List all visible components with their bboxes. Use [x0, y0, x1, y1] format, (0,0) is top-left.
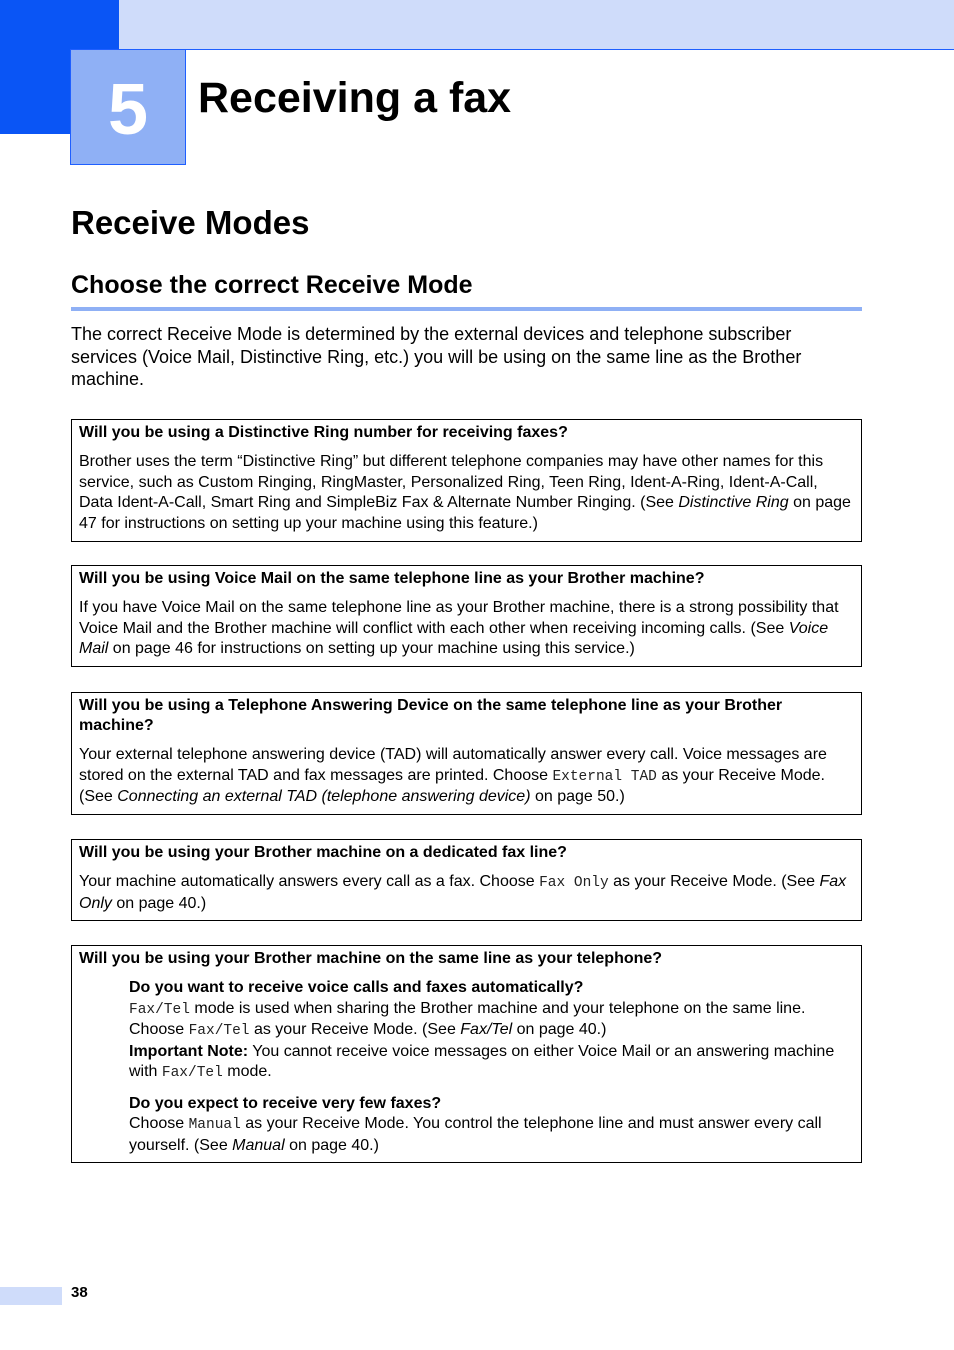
subsection-title: Choose the correct Receive Mode — [71, 271, 473, 299]
answer-text: on page 40.) — [111, 894, 207, 912]
answer-text: on page 40.) — [512, 1021, 607, 1038]
cross-reference: Manual — [232, 1136, 285, 1154]
receive-mode-name: Fax/Tel — [161, 1065, 223, 1081]
box-question: Will you be using a Distinctive Ring number for receiving faxes? — [79, 424, 568, 441]
sub-answer — [129, 1114, 853, 1156]
answer-text: Your external telephone answering device (TAD) will automatically answer every call. Voice messages are stored on the external TAD and fax messages are printed. Choose — [79, 746, 827, 784]
answer-text: Brother uses the term “Distinctive Ring” but different telephone companies may have other names for this service, such as Custom Ringing, RingMaster, Personalized Ring, Teen Ring, Ident-A-Ring, Ident-A-Call, Data Ident-A-Call, Smart Ring and SimpleBiz Fax & Alternate Number Ringing. (See — [79, 453, 824, 512]
box-question: Will you be using your Brother machine on the same line as your telephone? — [79, 950, 663, 967]
page-tab — [0, 1287, 62, 1305]
question-box-tad — [71, 692, 862, 815]
note-text: You cannot receive voice messages on either Voice Mail or an answering machine with — [129, 1042, 835, 1080]
receive-mode-name: External TAD — [552, 768, 657, 785]
note-text: mode. — [222, 1063, 272, 1080]
answer-text: Your machine automatically answers every call as a fax. Choose — [79, 873, 540, 890]
chapter-number: 5 — [107, 70, 149, 150]
question-box-distinctive-ring — [71, 419, 862, 542]
box-answer — [79, 452, 853, 535]
box-answer — [79, 745, 853, 808]
box-question: Will you be using your Brother machine on a dedicated fax line? — [79, 844, 567, 861]
answer-text: If you have Voice Mail on the same telephone line as your Brother machine, there is a strong possibility that Voice Mail and the Brother machine will conflict with each other when receiving incoming calls. (See — [79, 599, 839, 637]
important-note-label: Important Note: — [129, 1042, 249, 1060]
cross-reference: Distinctive Ring — [678, 494, 789, 512]
chapter-number-box — [70, 49, 186, 165]
answer-text: Choose — [129, 1115, 189, 1132]
box-question: Will you be using Voice Mail on the same telephone line as your Brother machine? — [79, 570, 705, 587]
answer-text: on page 40.) — [284, 1136, 379, 1154]
header-band — [119, 0, 954, 50]
answer-text: on page 47 for instructions on setting up your machine using this feature.) — [79, 494, 851, 533]
cross-reference: Connecting an external TAD (telephone answering device) — [117, 788, 531, 806]
subsection-rule — [71, 307, 862, 311]
answer-text: on page 50.) — [530, 788, 625, 806]
sub-question: Do you expect to receive very few faxes? — [129, 1094, 442, 1112]
cross-reference: Fax/Tel — [460, 1021, 513, 1038]
question-box-shared-line — [71, 945, 862, 1163]
answer-text: on page 46 for instructions on setting up your machine using this service.) — [108, 640, 635, 658]
answer-text: mode is used when sharing the Brother machine and your telephone on the same line. Choose — [129, 999, 806, 1038]
receive-mode-name: Manual — [188, 1117, 241, 1133]
question-box-voice-mail — [71, 565, 862, 667]
question-box-dedicated-fax — [71, 839, 862, 921]
answer-text: as your Receive Mode. You control the telephone line and must answer every call yourself. (See — [129, 1115, 822, 1154]
answer-text: as your Receive Mode. (See — [608, 873, 820, 890]
page-number: 38 — [71, 1284, 88, 1301]
sub-question-automatic — [129, 978, 853, 1084]
receive-mode-name: Fax/Tel — [129, 1001, 190, 1018]
intro-paragraph: The correct Receive Mode is determined by the external devices and telephone subscriber services (Voice Mail, Distinctive Ring, etc.) you will be using on the same line as the Brother machine. — [71, 324, 802, 389]
box-answer — [79, 598, 853, 660]
receive-mode-name: Fax Only — [539, 875, 609, 891]
cross-reference: Fax Only — [79, 873, 847, 912]
section-title: Receive Modes — [71, 204, 310, 241]
cross-reference: Voice Mail — [79, 619, 829, 658]
receive-mode-name: Fax/Tel — [188, 1023, 250, 1039]
answer-text: as your Receive Mode. (See — [79, 766, 825, 806]
sub-question: Do you want to receive voice calls and faxes automatically? — [129, 979, 584, 996]
box-question: Will you be using a Telephone Answering Device on the same telephone line as your Brother machine? — [79, 697, 783, 734]
chapter-title: Receiving a fax — [198, 74, 512, 122]
box-answer — [79, 872, 853, 914]
answer-text: as your Receive Mode. (See — [249, 1021, 461, 1038]
sub-question-few-faxes — [129, 1094, 853, 1157]
sub-answer — [129, 999, 853, 1084]
